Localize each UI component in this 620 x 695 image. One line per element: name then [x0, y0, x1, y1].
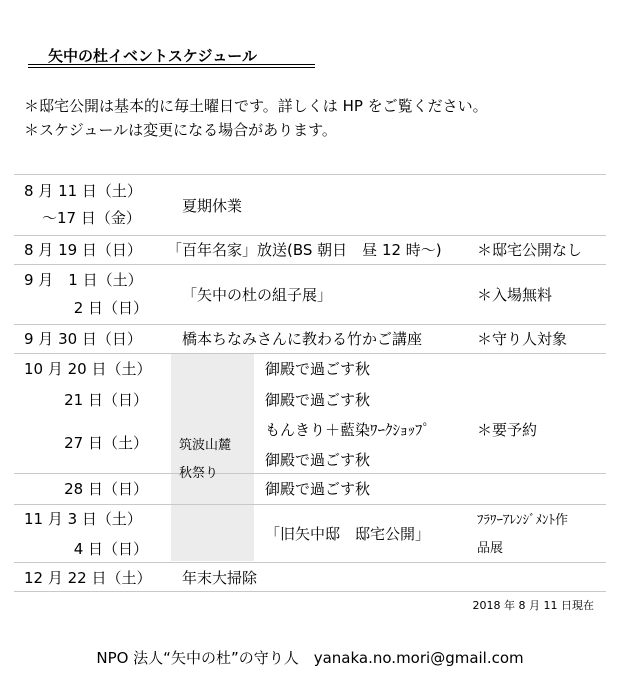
table-row-note: ﾌﾗﾜｰｱﾚﾝｼﾞﾒﾝﾄ作 — [477, 513, 569, 528]
table-row-note: ＊邸宅公開なし — [477, 241, 583, 259]
table-row-note: ＊入場無料 — [477, 286, 553, 304]
table-row-note: ＊要予約 — [477, 421, 538, 439]
table-row-date: 28 日（日） — [64, 480, 148, 498]
table-rule — [14, 174, 606, 175]
table-row-date: 8 月 19 日（日） — [24, 241, 142, 259]
table-row-date: 21 日（日） — [64, 391, 148, 409]
as-of-date: 2018 年 8 月 11 日現在 — [472, 599, 594, 612]
table-rule — [14, 235, 606, 236]
table-rule — [14, 591, 606, 592]
table-rule — [14, 353, 606, 354]
table-row-date: 〜17 日（金） — [42, 209, 141, 227]
table-row-date: 9 月 30 日（日） — [24, 330, 142, 348]
table-rule — [14, 504, 606, 505]
table-row-date: 11 月 3 日（土） — [24, 510, 142, 528]
table-row-event: 御殿で過ごす秋 — [265, 360, 371, 378]
table-row-date: 2 日（日） — [73, 299, 148, 317]
table-row-event: 御殿で過ごす秋 — [265, 391, 371, 409]
festival-label: 秋祭り — [179, 466, 219, 481]
table-rule — [14, 264, 606, 265]
table-row-event: 夏期休業 — [182, 197, 243, 215]
table-row-event: 「旧矢中邸 邸宅公開」 — [265, 525, 431, 543]
table-row-date: 12 月 22 日（土） — [24, 569, 152, 587]
table-row-event: 年末大掃除 — [182, 569, 258, 587]
table-rule — [14, 324, 606, 325]
table-row-date: 27 日（土） — [64, 434, 148, 452]
festival-cell-background — [171, 354, 254, 561]
table-row-date: 9 月 1 日（土） — [24, 271, 143, 289]
table-row-date: 10 月 20 日（土） — [24, 360, 152, 378]
page-title: 矢中の杜イベントスケジュール — [48, 47, 257, 65]
table-row-event: 「百年名家」放送(BS 朝日 昼 12 時〜) — [167, 241, 442, 259]
footer-contact: NPO 法人“矢中の杜”の守り人 yanaka.no.mori@gmail.com — [96, 649, 524, 667]
table-row-note: 品展 — [477, 541, 504, 556]
festival-label: 筑波山麓 — [179, 438, 232, 453]
note-schedule-change: ＊スケジュールは変更になる場合があります。 — [24, 121, 337, 139]
title-underline-double — [28, 67, 315, 68]
table-row-event: もんきり＋藍染ﾜｰｸｼｮｯﾌﾟ — [265, 421, 431, 439]
table-row-event: 「矢中の杜の組子展」 — [182, 286, 333, 304]
table-row-event: 御殿で過ごす秋 — [265, 480, 371, 498]
table-row-date: 4 日（日） — [73, 540, 148, 558]
table-row-event: 御殿で過ごす秋 — [265, 451, 371, 469]
table-row-event: 橋本ちなみさんに教わる竹かご講座 — [182, 330, 423, 348]
note-open-house: ＊邸宅公開は基本的に毎土曜日です。詳しくは HP をご覧ください。 — [24, 97, 488, 115]
table-rule — [14, 473, 606, 474]
table-rule — [14, 562, 606, 563]
table-row-date: 8 月 11 日（土） — [24, 182, 142, 200]
table-row-note: ＊守り人対象 — [477, 330, 568, 348]
title-underline — [28, 64, 315, 65]
